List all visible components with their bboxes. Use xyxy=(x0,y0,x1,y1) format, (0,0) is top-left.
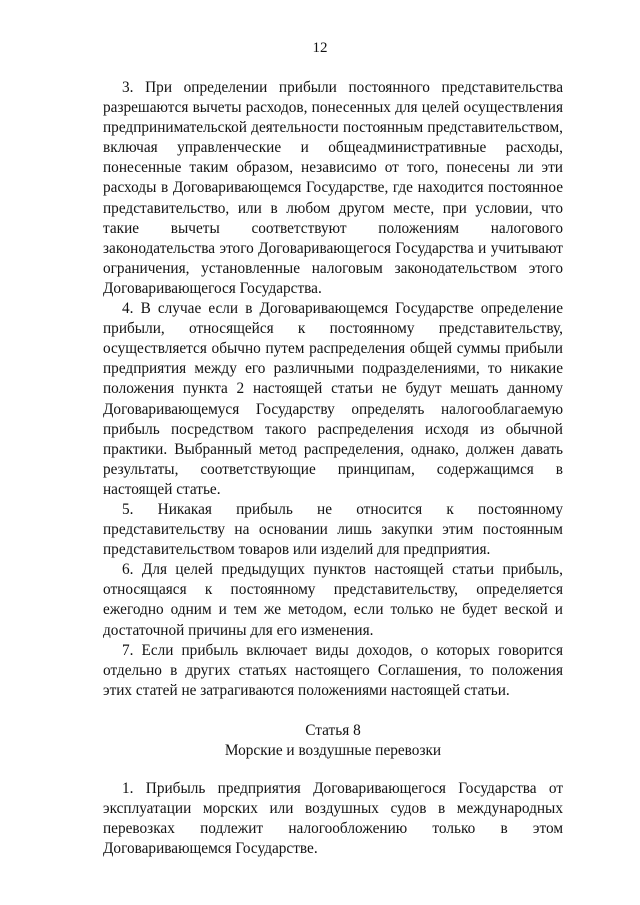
page-number: 12 xyxy=(312,40,328,56)
paragraph-7-4: 4. В случае если в Договаривающемся Государстве определение прибыли, относящейся к постоянному представительству, осуществляется обычно путем распределения общей суммы прибыли предприятия между его различными подразделениями, то никакие положения пункта 2 настоящей статьи не будут мешать данному Договаривающемуся Государству определять налогооблагаемую прибыль посредством такого распределения исходя из обычной практики. Выбранный метод распределения, однако, должен давать результаты, соответствующие принципам, содержащимся в настоящей статье. xyxy=(103,300,563,498)
article-heading xyxy=(103,721,563,761)
document-body xyxy=(103,78,563,859)
paragraph-7-3: 3. При определении прибыли постоянного представительства разрешаются вычеты расходов, понесенных для целей осуществления предпринимательской деятельности постоянным представительством, включая управленческие и общеадминистративные расходы, понесенные таким образом, независимо от того, понесены ли эти расходы в Договаривающемся Государстве, где находится постоянное представительство, или в любом другом месте, при условии, что такие вычеты соответствуют положениям налогового законодательства этого Договаривающегося Государства и учитывают ограничения, установленные налоговым законодательством этого Договаривающегося Государства. xyxy=(103,79,563,297)
paragraph-7-7: 7. Если прибыль включает виды доходов, о которых говорится отдельно в других статьях настоящего Соглашения, то положения этих статей не затрагиваются положениями настоящей статьи. xyxy=(103,641,563,699)
article-number: Статья 8 xyxy=(305,721,361,739)
paragraph-7-6: 6. Для целей предыдущих пунктов настоящей статьи прибыль, относящаяся к постоянному представительству, определяется ежегодно одним и тем же методом, если только не будет веской и достаточной причины для его изменения. xyxy=(103,561,563,639)
paragraph-7-5: 5. Никакая прибыль не относится к постоянному представительству на основании лишь закупки этим постоянным представительством товаров или изделий для предприятия. xyxy=(103,500,563,559)
paragraph-8-1: 1. Прибыль предприятия Договаривающегося Государства от эксплуатации морских или воздушных судов в международных перевозках подлежит налогообложению только в этом Договаривающемся Государстве. xyxy=(103,780,563,858)
article-title: Морские и воздушные перевозки xyxy=(224,742,442,759)
